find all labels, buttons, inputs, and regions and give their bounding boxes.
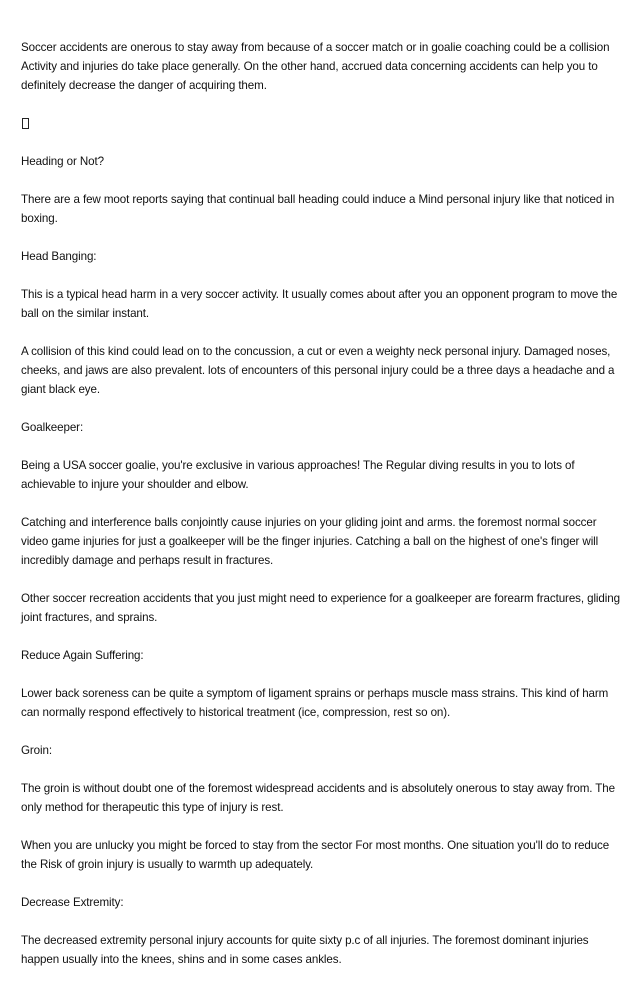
heading-decrease-extremity: Decrease Extremity: <box>21 896 124 909</box>
heading-reduce-again-suffering: Reduce Again Suffering: <box>21 649 144 662</box>
paragraph-heading-reports: There are a few moot reports saying that continual ball heading could induce a Mind personal injury like that noticed in boxing. <box>21 193 615 225</box>
paragraph-catching: Catching and interference balls conjointly cause injuries on your gliding joint and arms. the foremost normal soccer video game injuries for just a goalkeeper will be the finger injuries. Catching a ball on the highest of one's finger will incredibly damage and perhaps result in fractures. <box>21 516 599 567</box>
paragraph-head-harm: This is a typical head harm in a very soccer activity. It usually comes about after you an opponent program to move the ball on the similar instant. <box>21 288 618 320</box>
paragraph-collision: A collision of this kind could lead on to the concussion, a cut or even a weighty neck personal injury. Damaged noses, cheeks, and jaws are also prevalent. lots of encounters of this personal injury could be a three days a headache and a giant black eye. <box>21 345 615 396</box>
heading-head-banging: Head Banging: <box>21 250 97 263</box>
paragraph-unlucky: When you are unlucky you might be forced to stay from the sector For most months. One situation you'll do to reduce the Risk of groin injury is usually to warmth up adequately. <box>21 839 610 871</box>
paragraph-intro: Soccer accidents are onerous to stay away from because of a soccer match or in goalie coaching could be a collision Activity and injuries do take place generally. On the other hand, accrued data concerning accidents can help you to definitely decrease the danger of acquiring them. <box>21 41 610 92</box>
paragraph-other-accidents: Other soccer recreation accidents that you just might need to experience for a goalkeeper are forearm fractures, gliding joint fractures, and sprains. <box>21 592 620 624</box>
heading-goalkeeper: Goalkeeper: <box>21 421 84 434</box>
paragraph-goalie: Being a USA soccer goalie, you're exclusive in various approaches! The Regular diving results in you to lots of achievable to injure your shoulder and elbow. <box>21 459 575 491</box>
missing-glyph-icon <box>22 118 29 129</box>
missing-glyph-row <box>21 114 621 133</box>
heading-groin: Groin: <box>21 744 52 757</box>
paragraph-groin: The groin is without doubt one of the foremost widespread accidents and is absolutely onerous to stay away from. The only method for therapeutic this type of injury is rest. <box>21 782 615 814</box>
document-page <box>21 38 621 988</box>
paragraph-lower-back: Lower back soreness can be quite a symptom of ligament sprains or perhaps muscle mass strains. This kind of harm can normally respond effectively to historical treatment (ice, compression, rest so on). <box>21 687 609 719</box>
heading-heading-or-not: Heading or Not? <box>21 155 104 168</box>
paragraph-extremity: The decreased extremity personal injury accounts for quite sixty p.c of all injuries. The foremost dominant injuries happen usually into the knees, shins and in some cases ankles. <box>21 934 589 966</box>
